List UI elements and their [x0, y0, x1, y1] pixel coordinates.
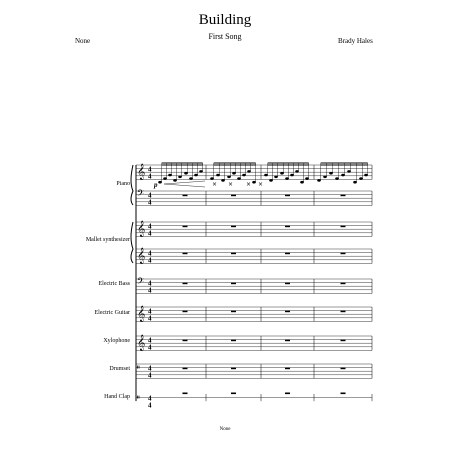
- instrument-label-electric-bass: Electric Bass: [98, 281, 130, 287]
- note-head: [364, 174, 368, 177]
- note-head: [274, 176, 278, 179]
- time-signature-denominator: 4: [148, 286, 152, 295]
- score-subtitle: First Song: [208, 32, 242, 41]
- whole-rest: [285, 393, 290, 395]
- whole-rest: [183, 226, 188, 228]
- note-head: [232, 172, 236, 175]
- whole-rest: [341, 311, 346, 313]
- note-head: [184, 172, 188, 175]
- time-signature-denominator: 4: [148, 172, 152, 181]
- note-head: [216, 174, 220, 177]
- time-signature-denominator: 4: [148, 314, 152, 323]
- mallet-brace: [131, 222, 133, 263]
- whole-rest: [231, 340, 236, 342]
- whole-rest: [183, 195, 188, 197]
- whole-rest: [341, 393, 346, 395]
- time-signature-denominator: 4: [148, 343, 152, 352]
- whole-rest: [285, 311, 290, 313]
- score-title: Building: [198, 12, 252, 28]
- note-head: [189, 177, 193, 180]
- whole-rest: [341, 368, 346, 370]
- instrument-label-piano: Piano: [116, 181, 130, 187]
- clef-icon: 𝄞: [137, 221, 146, 237]
- note-head: [163, 177, 167, 180]
- note-head: [247, 170, 251, 173]
- whole-rest: [341, 195, 346, 197]
- whole-rest: [231, 226, 236, 228]
- instrument-label-hand-clap: Hand Clap: [104, 394, 130, 400]
- note-head: [194, 174, 198, 177]
- note-head: [210, 177, 214, 180]
- x-notehead-icon: ×: [246, 181, 252, 188]
- time-signature-numerator: 4: [148, 279, 152, 288]
- time-signature-numerator: 4: [148, 307, 152, 316]
- clef-icon: 𝄢: [137, 188, 145, 201]
- whole-rest: [183, 253, 188, 255]
- clef-icon: 𝄞: [137, 335, 146, 351]
- whole-rest: [341, 283, 346, 285]
- note-head: [335, 177, 339, 180]
- note-head: [221, 179, 225, 182]
- time-signature-numerator: 4: [148, 336, 152, 345]
- whole-rest: [341, 226, 346, 228]
- whole-rest: [183, 311, 188, 313]
- whole-rest: [341, 253, 346, 255]
- whole-rest: [285, 283, 290, 285]
- note-head: [323, 176, 327, 179]
- time-signature-numerator: 4: [148, 165, 152, 174]
- time-signature-numerator: 4: [148, 394, 152, 403]
- note-head: [347, 170, 351, 173]
- time-signature-denominator: 4: [148, 256, 152, 265]
- clef-icon: 𝄢: [137, 276, 145, 289]
- whole-rest: [231, 283, 236, 285]
- time-signature-numerator: 4: [148, 249, 152, 258]
- clef-icon: 𝄞: [137, 306, 146, 322]
- composer-name: Brady Hales: [338, 37, 373, 45]
- clef-icon: 𝄞: [137, 248, 146, 264]
- whole-rest: [231, 368, 236, 370]
- whole-rest: [231, 311, 236, 313]
- whole-rest: [285, 340, 290, 342]
- page-footer: None: [219, 427, 231, 432]
- time-signature-numerator: 4: [148, 222, 152, 231]
- note-head: [290, 174, 294, 177]
- dynamic-marking: p: [154, 181, 158, 189]
- instrument-label-electric-guitar: Electric Guitar: [94, 310, 130, 316]
- whole-rest: [341, 340, 346, 342]
- instrument-label-xylophone: Xylophone: [103, 338, 130, 344]
- whole-rest: [285, 195, 290, 197]
- whole-rest: [285, 253, 290, 255]
- whole-rest: [183, 368, 188, 370]
- note-head: [329, 172, 333, 175]
- note-head: [178, 176, 182, 179]
- note-head: [341, 174, 345, 177]
- whole-rest: [183, 340, 188, 342]
- instrument-label-drumset: Drumset: [109, 366, 130, 372]
- x-notehead-icon: ×: [212, 181, 218, 188]
- time-signature-numerator: 4: [148, 191, 152, 200]
- instrument-label-mallet-synthesizer: Mallet synthesizer: [85, 237, 130, 243]
- note-head: [264, 174, 268, 177]
- note-head: [359, 177, 363, 180]
- note-head: [252, 181, 256, 184]
- note-head: [353, 181, 357, 184]
- whole-rest: [231, 253, 236, 255]
- whole-rest: [183, 393, 188, 395]
- note-head: [317, 179, 321, 182]
- note-head: [295, 170, 299, 173]
- note-head: [168, 174, 172, 177]
- note-head: [158, 181, 162, 184]
- note-head: [285, 177, 289, 180]
- whole-rest: [285, 226, 290, 228]
- time-signature-denominator: 4: [148, 229, 152, 238]
- x-notehead-icon: ×: [228, 181, 234, 188]
- note-head: [305, 177, 309, 180]
- whole-rest: [183, 283, 188, 285]
- note-head: [280, 172, 284, 175]
- whole-rest: [231, 195, 236, 197]
- note-head: [300, 181, 304, 184]
- note-head: [227, 176, 231, 179]
- clef-icon: 𝄞: [137, 164, 146, 180]
- note-head: [269, 179, 273, 182]
- note-head: [237, 177, 241, 180]
- time-signature-denominator: 4: [148, 198, 152, 207]
- whole-rest: [285, 368, 290, 370]
- clef-icon: 𝄥: [137, 393, 140, 402]
- time-signature-denominator: 4: [148, 401, 152, 410]
- time-signature-denominator: 4: [148, 371, 152, 380]
- note-head: [173, 179, 177, 182]
- x-notehead-icon: ×: [258, 181, 264, 188]
- header-left-text: None: [75, 37, 91, 45]
- whole-rest: [231, 393, 236, 395]
- clef-icon: 𝄥: [137, 363, 140, 372]
- time-signature-numerator: 4: [148, 364, 152, 373]
- note-head: [199, 170, 203, 173]
- note-head: [242, 174, 246, 177]
- crescendo-hairpin: [164, 181, 205, 187]
- piano-brace: [131, 165, 133, 205]
